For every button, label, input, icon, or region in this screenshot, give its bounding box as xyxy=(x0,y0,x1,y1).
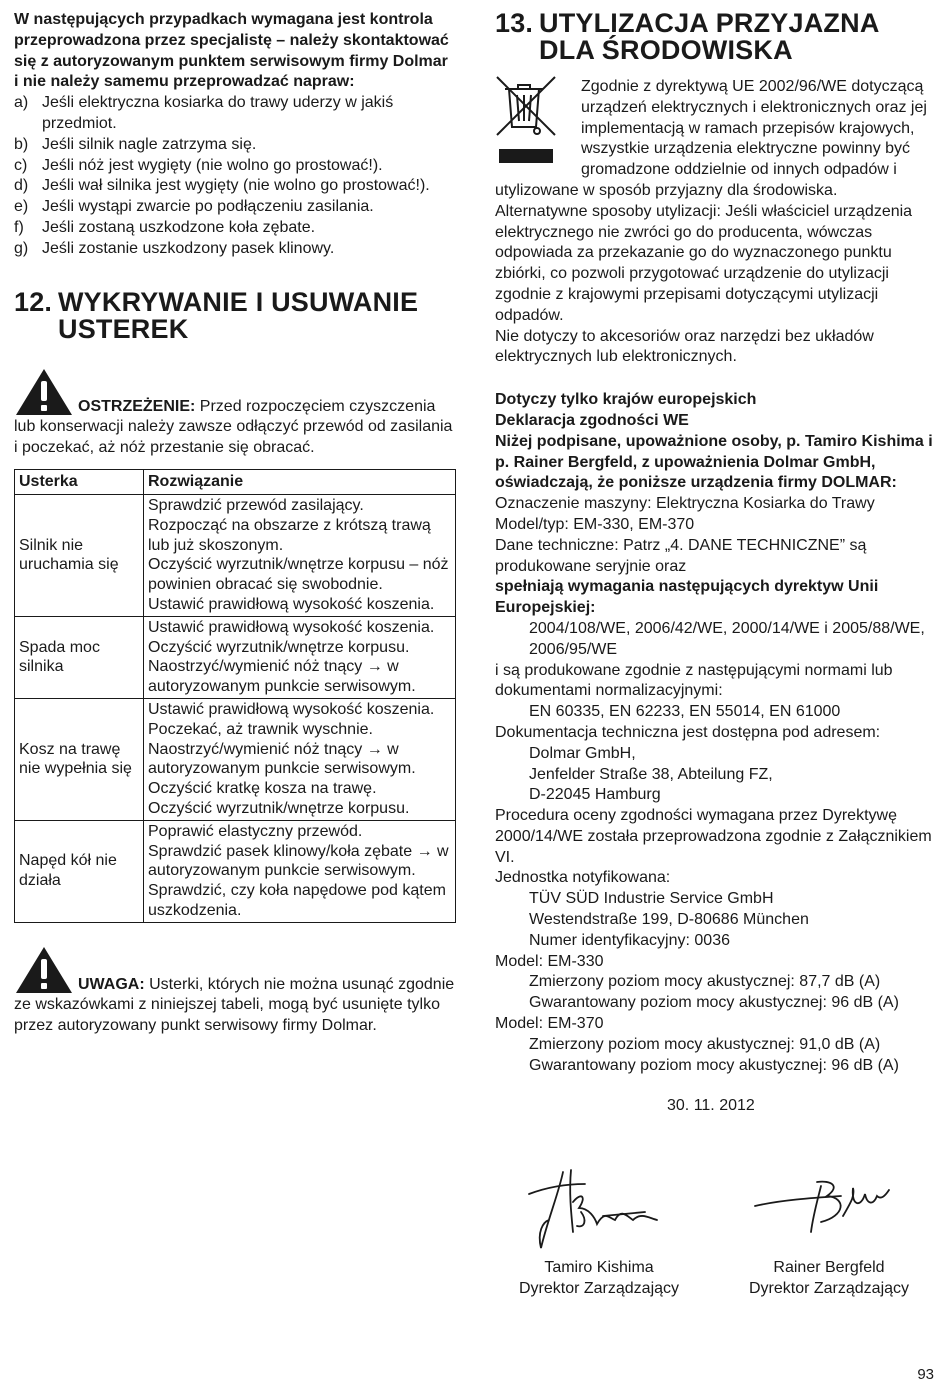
troubleshooting-table xyxy=(14,469,456,923)
table-row xyxy=(15,698,456,820)
signature-bergfeld xyxy=(751,1176,911,1236)
warning-block xyxy=(14,369,456,459)
left-column xyxy=(14,10,456,1037)
note-text: Usterki, których nie można usunąć zgodnie ze wskazówkami z niniejszej tabeli, mogą być usunięte tylko przez autoryzowany punkt serwisowy firmy Dolmar. xyxy=(14,975,455,1035)
standards: EN 60335, EN 62233, EN 55014, EN 61000 xyxy=(529,703,841,721)
signatory-2-role: Dyrektor Zarządzający xyxy=(748,1279,910,1297)
declaration-title: Deklaracja zgodności WE xyxy=(495,411,689,429)
table-row xyxy=(15,820,456,922)
notified-body-line: Westendstraße 199, D-80686 München xyxy=(529,911,809,929)
warning-label: OSTRZEŻENIE: xyxy=(78,397,196,415)
model-em370: Model: EM-370 xyxy=(495,1015,604,1033)
fault-cell: Kosz na trawę nie wypełnia się xyxy=(15,698,144,820)
note-label: UWAGA: xyxy=(78,975,145,993)
declaration-intro: Niżej podpisane, upoważnione osoby, p. Tamiro Kishima i p. Rainer Bergfeld, z upoważnienia Dolmar GmbH, oświadczają, że poniższe urządzenia firmy DOLMAR: xyxy=(495,432,933,492)
notified-intro: Jednostka notyfikowana: xyxy=(495,869,671,887)
model-type: Model/typ: EM-330, EM-370 xyxy=(495,515,695,533)
table-row xyxy=(15,616,456,698)
weee-block xyxy=(495,77,935,202)
list-item: b) Jeśli silnik nagle zatrzyma się. xyxy=(14,135,257,153)
address-line: Dolmar GmbH, xyxy=(529,744,636,762)
list-item: a) Jeśli elektryczna kosiarka do trawy uderzy w jakiś przedmiot. xyxy=(14,94,394,132)
docs-intro: Dokumentacja techniczna jest dostępna pod adresem: xyxy=(495,723,881,741)
solution-cell: Sprawdzić przewód zasilający. Rozpocząć na obszarze z krótszą trawą lub już skoszonym. Oczyścić wyrzutnik/wnętrze korpusu – nóż powinien obracać się swobodnie. Ustawić prawidłową wysokość koszenia. xyxy=(144,494,456,616)
list-item: g) Jeśli zostanie uszkodzony pasek klinowy. xyxy=(14,239,335,257)
signatory-2-name: Rainer Bergfeld xyxy=(773,1259,885,1276)
section-13-heading: 13. UTYLIZACJA PRZYJAZNA DLA ŚRODOWISKA xyxy=(495,8,879,65)
address-line: Jenfelder Straße 38, Abteilung FZ, xyxy=(529,765,773,783)
solution-cell: Poprawić elastyczny przewód. Sprawdzić pasek klinowy/koła zębate → w autoryzowanym punkcie serwisowym. Sprawdzić, czy koła napędowe pod kątem uszkodzenia. xyxy=(144,820,456,922)
list-item: f) Jeśli zostaną uszkodzone koła zębate. xyxy=(14,218,316,236)
fault-cell: Spada moc silnika xyxy=(15,616,144,698)
date: 30. 11. 2012 xyxy=(667,1097,755,1115)
warning-text: Przed rozpoczęciem czyszczenia lub konserwacji należy zawsze odłączyć przewód od zasilania i poczekać, aż nóż przestanie się obracać. xyxy=(14,397,453,457)
warning-icon xyxy=(14,945,74,995)
right-column xyxy=(495,10,935,1117)
list-item: e) Jeśli wystąpi zwarcie po podłączeniu zasilania. xyxy=(14,198,374,216)
solution-cell: Ustawić prawidłową wysokość koszenia. Oczyścić wyrzutnik/wnętrze korpusu. Naostrzyć/wymienić nóż tnący → w autoryzowanym punkcie serwisowym. xyxy=(144,616,456,698)
tech-data: Dane techniczne: Patrz „4. DANE TECHNICZNE” są produkowane seryjnie oraz xyxy=(495,536,867,575)
alt-disposal: Alternatywne sposoby utylizacji: Jeśli właściciel urządzenia elektrycznego nie zwróci go do producenta, wówczas odpowiada za przekazanie go do wyznaczonego punktu zbiórki, co pozwoli przygotować urządzenie do utylizacji zgodnie z krajowymi przepisami dotyczącymi utylizacji odpadów. xyxy=(495,202,913,324)
sound-measured: Zmierzony poziom mocy akustycznej: 91,0 dB (A) xyxy=(529,1035,881,1053)
list-item: d) Jeśli wał silnika jest wygięty (nie wolno go prostować!). xyxy=(14,177,430,195)
signatory-1-name: Tamiro Kishima xyxy=(544,1259,654,1276)
model-em330: Model: EM-330 xyxy=(495,952,604,970)
col-header-fault: Usterka xyxy=(15,469,144,494)
not-apply: Nie dotyczy to akcesoriów oraz narzędzi bez układów elektrycznych lub elektronicznych. xyxy=(495,327,874,366)
sound-measured: Zmierzony poziom mocy akustycznej: 87,7 dB (A) xyxy=(529,973,881,991)
crossed-bin-icon xyxy=(493,75,567,171)
section-12-heading: 12. WYKRYWANIE I USUWANIE USTEREK xyxy=(14,286,419,344)
procedure: Procedura oceny zgodności wymagana przez Dyrektywę 2000/14/WE została przeprowadzona zgodnie z Załącznikiem VI. xyxy=(495,807,932,866)
col-header-solution: Rozwiązanie xyxy=(144,469,456,494)
sound-guaranteed: Gwarantowany poziom mocy akustycznej: 96 dB (A) xyxy=(529,994,899,1012)
list-item: c) Jeśli nóż jest wygięty (nie wolno go prostować!). xyxy=(14,156,383,174)
eu-only: Dotyczy tylko krajów europejskich xyxy=(495,391,757,409)
standards-intro: i są produkowane zgodnie z następującymi normami lub dokumentami normalizacyjnymi: xyxy=(495,661,893,700)
notified-body-line: TÜV SÜD Industrie Service GmbH xyxy=(529,890,774,908)
signatory-1-role: Dyrektor Zarządzający xyxy=(518,1279,680,1297)
table-header xyxy=(15,469,456,494)
fault-cell: Napęd kół nie działa xyxy=(15,820,144,922)
intro-text: W następujących przypadkach wymagana jest kontrola przeprowadzona przez specjalistę – należy skontaktować się z autoryzowanym punktem serwisowym firmy Dolmar i nie należy samemu przeprowadzać napraw: xyxy=(14,11,449,91)
page-number: 93 xyxy=(917,1366,934,1384)
signatures xyxy=(495,1162,935,1312)
table-row xyxy=(15,494,456,616)
weee-text: Zgodnie z dyrektywą UE 2002/96/WE dotyczącą urządzeń elektrycznych i elektronicznych oraz jej implementacją w ramach przepisów krajowych, wszystkie urządzenia elektryczne powinny być gromadzone oddzielnie od innych odpadów i utylizowane w sposób przyjazny dla środowiska. xyxy=(495,78,927,199)
address-line: D-22045 Hamburg xyxy=(529,786,661,804)
signature-kishima xyxy=(525,1162,665,1254)
notified-body-line: Numer identyfikacyjny: 0036 xyxy=(529,931,730,949)
solution-cell: Ustawić prawidłową wysokość koszenia. Poczekać, aż trawnik wyschnie. Naostrzyć/wymienić nóż tnący → w autoryzowanym punkcie serwisowym. Oczyścić kratkę kosza na trawę. Oczyścić wyrzutnik/wnętrze korpusu. xyxy=(144,698,456,820)
machine-name: Oznaczenie maszyny: Elektryczna Kosiarka do Trawy xyxy=(495,495,875,513)
directives-intro: spełniają wymagania następujących dyrektyw Unii Europejskiej: xyxy=(495,578,879,617)
sound-guaranteed: Gwarantowany poziom mocy akustycznej: 96 dB (A) xyxy=(529,1056,899,1074)
directives: 2004/108/WE, 2006/42/WE, 2000/14/WE i 2005/88/WE, 2006/95/WE xyxy=(529,619,925,658)
cases-list xyxy=(14,93,456,259)
fault-cell: Silnik nie uruchamia się xyxy=(15,494,144,616)
warning-icon xyxy=(14,367,74,417)
note-block xyxy=(14,947,456,1037)
